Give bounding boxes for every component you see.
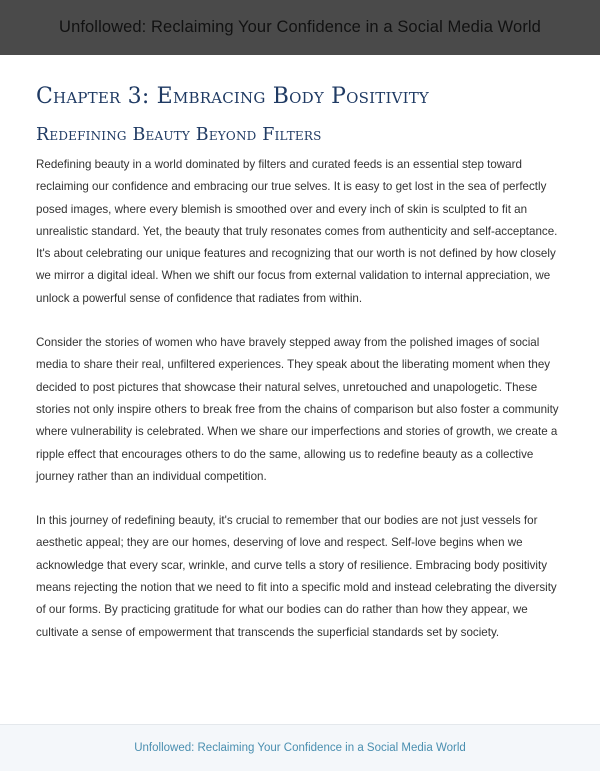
page-footer [0,724,600,771]
paragraph: Redefining beauty in a world dominated by filters and curated feeds is an essential step toward reclaiming our confidence and embracing our true selves. It is easy to get lost in the sea of perfectly posed images, where every blemish is smoothed over and every inch of skin is sculpted to fit an unrealistic standard. Yet, the beauty that truly resonates comes from authenticity and self-acceptance. It's about celebrating our unique features and recognizing that our worth is not defined by how closely we mirror a digital ideal. When we shift our focus from external validation to internal appreciation, we unlock a powerful sense of confidence that radiates from within. [36,158,558,305]
footer-text: Unfollowed: Reclaiming Your Confidence in a Social Media World [134,742,466,754]
paragraph: In this journey of redefining beauty, it's crucial to remember that our bodies are not just vessels for aesthetic appeal; they are our homes, deserving of love and respect. Self-love begins when we acknowledge that every scar, wrinkle, and curve tells a story of resilience. Embracing body positivity means rejecting the notion that we need to fit into a specific mold and instead celebrating the diversity of our forms. By practicing gratitude for what our bodies can do rather than how they appear, we cultivate a sense of empowerment that transcends the superficial standards set by society. [36,514,557,639]
book-header [0,0,600,55]
book-title: Unfollowed: Reclaiming Your Confidence in a Social Media World [59,18,541,36]
paragraph: Consider the stories of women who have bravely stepped away from the polished images of social media to share their real, unfiltered experiences. They speak about the liberating moment when they decided to post pictures that showcase their natural selves, unretouched and unapologetic. These stories not only inspire others to break free from the chains of comparison but also foster a community where vulnerability is celebrated. When we share our imperfections and stories of growth, we create a ripple effect that encourages others to do the same, allowing us to redefine beauty as a collective journey rather than an individual competition. [36,336,559,483]
section-title: Redefining Beauty Beyond Filters [36,125,322,145]
chapter-content [36,82,566,666]
chapter-title: Chapter 3: Embracing Body Positivity [36,84,430,109]
